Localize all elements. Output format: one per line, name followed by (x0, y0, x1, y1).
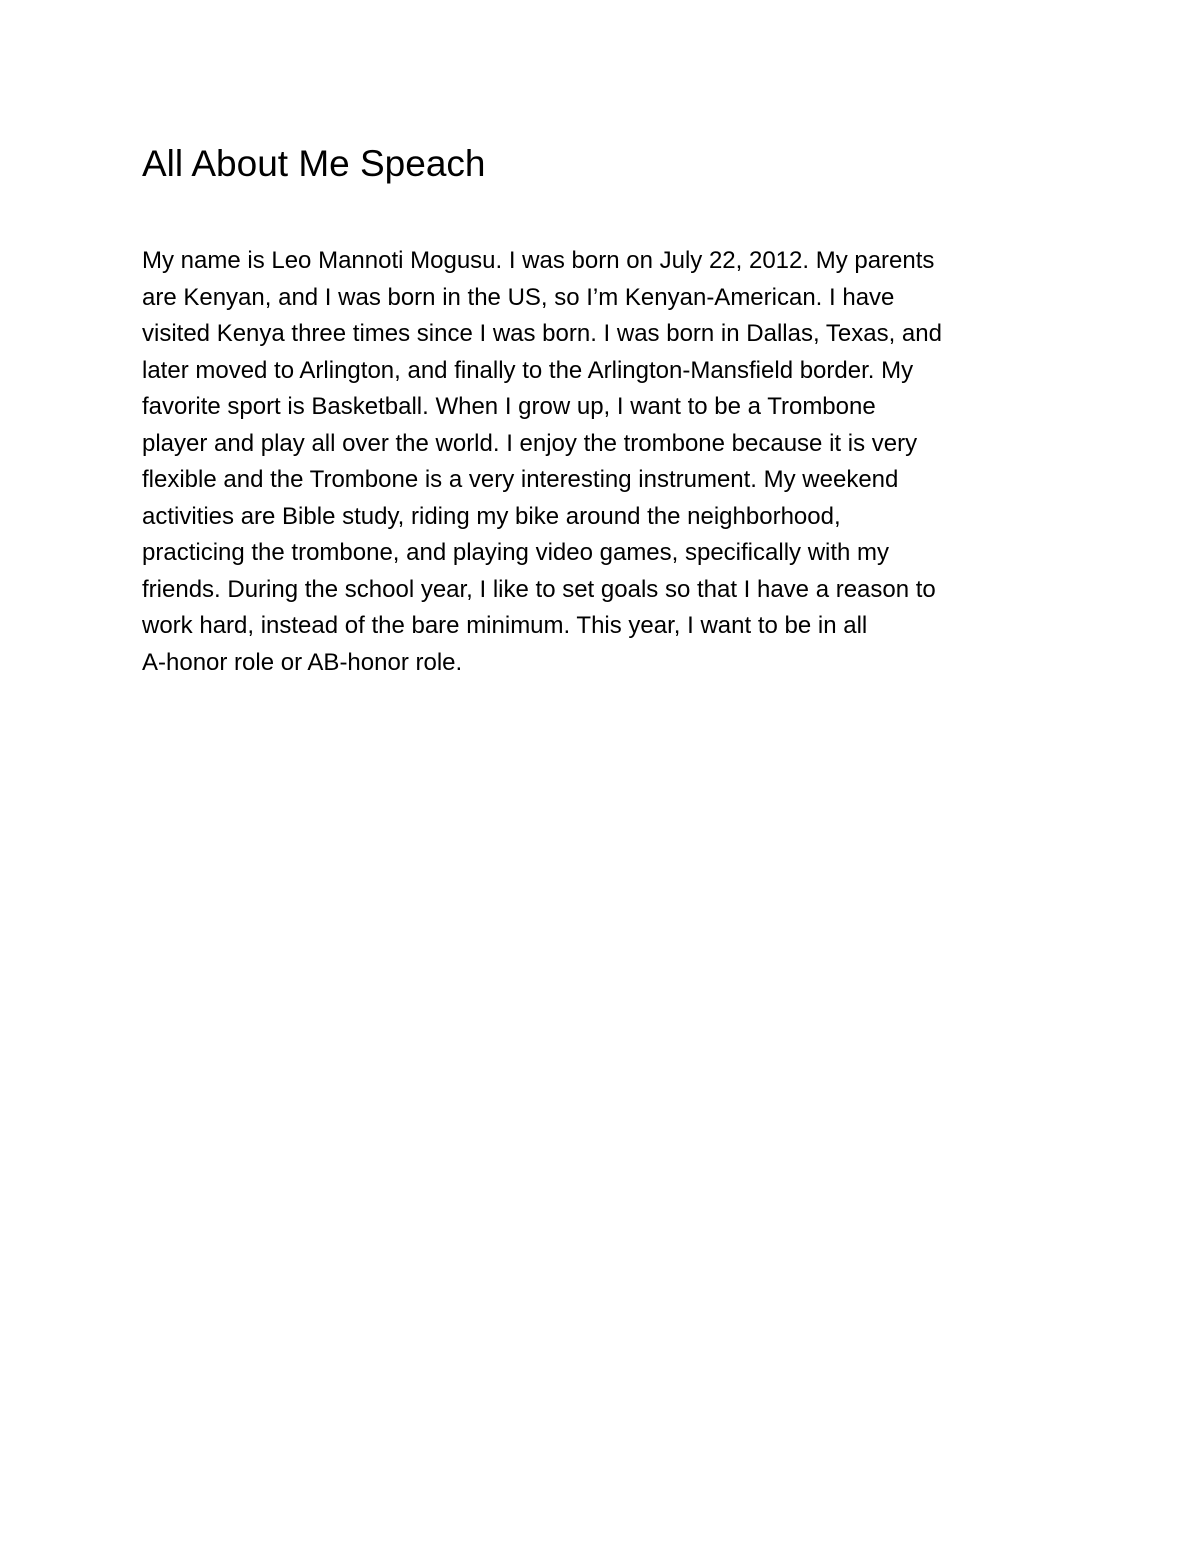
paragraph-line: favorite sport is Basketball. When I grow up, I want to be a Trombone (142, 393, 876, 420)
paragraph-line: My name is Leo Mannoti Mogusu. I was born on July 22, 2012. My parents (142, 247, 935, 274)
paragraph-line: player and play all over the world. I enjoy the trombone because it is very (142, 429, 918, 457)
document-title: All About Me Speach (142, 143, 486, 184)
paragraph-line: visited Kenya three times since I was born. I was born in Dallas, Texas, and (142, 320, 942, 347)
paragraph-line: work hard, instead of the bare minimum. This year, I want to be in all (142, 612, 868, 639)
paragraph-line: practicing the trombone, and playing video games, specifically with my (142, 539, 890, 566)
paragraph-line: flexible and the Trombone is a very interesting instrument. My weekend (142, 466, 899, 493)
paragraph-line: are Kenyan, and I was born in the US, so I’m Kenyan-American. I have (142, 283, 895, 311)
paragraph-line: A-honor role or AB-honor role. (142, 648, 463, 676)
document-body-paragraph (142, 243, 1082, 681)
paragraph-line: later moved to Arlington, and finally to the Arlington-Mansfield border. My (142, 356, 914, 384)
paragraph-line: friends. During the school year, I like to set goals so that I have a reason to (142, 575, 936, 603)
paragraph-line: activities are Bible study, riding my bike around the neighborhood, (142, 502, 841, 530)
